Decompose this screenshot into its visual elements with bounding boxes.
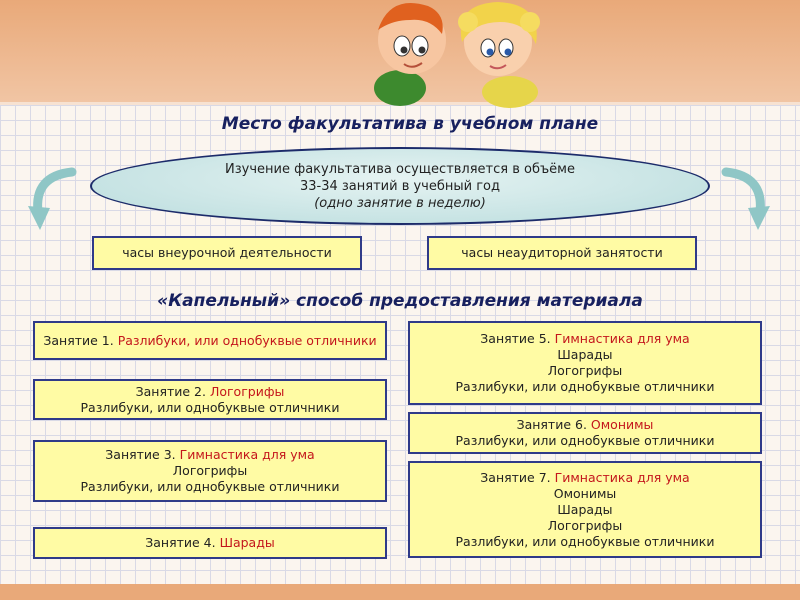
course-volume-ellipse (90, 147, 710, 225)
method-title: «Капельный» способ предоставления материала (157, 291, 643, 311)
non-classroom-hours-box (427, 236, 697, 270)
lesson-2-line-1: Разлибуки, или однобуквые отличники (80, 399, 340, 415)
lesson-2-box (33, 379, 387, 420)
lesson-3-box (33, 440, 387, 502)
lesson-5-line-3: Разлибуки, или однобуквые отличники (455, 379, 715, 394)
lesson-7-title: Занятие 7. Гимнастика для ума (480, 469, 690, 485)
lesson-3-title: Занятие 3. Гимнастика для ума (105, 447, 315, 462)
footer-band (0, 584, 800, 600)
lesson-7-box (408, 461, 762, 558)
lesson-4-topic: Шарады (219, 535, 275, 550)
extracurricular-hours-label: часы внеурочной деятельности (122, 245, 332, 260)
lesson-2-topic: Логогрифы (209, 383, 285, 399)
curved-arrow-right-icon (720, 166, 770, 236)
lesson-6-title: Занятие 6. Омонимы (516, 417, 654, 432)
lesson-7-line-3: Логогрифы (547, 517, 623, 533)
lesson-7-topic: Гимнастика для ума (554, 469, 690, 485)
lesson-1-topic: Разлибуки, или однобуквые отличники (117, 332, 377, 348)
lesson-3-topic: Гимнастика для ума (179, 447, 315, 462)
lesson-6-line-1: Разлибуки, или однобуквые отличники (455, 433, 715, 448)
non-classroom-hours-label: часы неаудиторной занятости (461, 245, 663, 260)
lesson-5-topic: Гимнастика для ума (554, 331, 690, 346)
lesson-1-box (33, 321, 387, 360)
lesson-1-title: Занятие 1. Разлибуки, или однобуквые отличники (43, 332, 377, 348)
lesson-5-line-1: Шарады (557, 347, 613, 362)
lesson-4-box (33, 527, 387, 559)
lesson-6-box (408, 412, 762, 454)
volume-line-2: 33-34 занятий в учебный год (299, 178, 500, 194)
extracurricular-hours-box (92, 236, 362, 270)
lesson-2-title: Занятие 2. Логогрифы (135, 383, 285, 399)
page-title: Место факультатива в учебном плане (221, 114, 599, 134)
lesson-7-line-1: Омонимы (553, 485, 617, 501)
lesson-3-line-1: Логогрифы (172, 463, 248, 478)
lesson-4-title: Занятие 4. Шарады (145, 535, 275, 550)
cartoon-kids-illustration (350, 0, 560, 110)
lesson-5-line-2: Логогрифы (547, 363, 623, 378)
lesson-5-title: Занятие 5. Гимнастика для ума (480, 331, 690, 346)
curved-arrow-left-icon (28, 166, 78, 236)
lesson-5-box (408, 321, 762, 405)
volume-line-3: (одно занятие в неделю) (314, 195, 486, 211)
lesson-7-line-2: Шарады (557, 501, 613, 517)
lesson-7-line-4: Разлибуки, или однобуквые отличники (455, 533, 715, 549)
lesson-3-line-2: Разлибуки, или однобуквые отличники (80, 479, 340, 494)
volume-line-1: Изучение факультатива осуществляется в объёме (225, 161, 575, 177)
lesson-6-topic: Омонимы (590, 417, 654, 432)
